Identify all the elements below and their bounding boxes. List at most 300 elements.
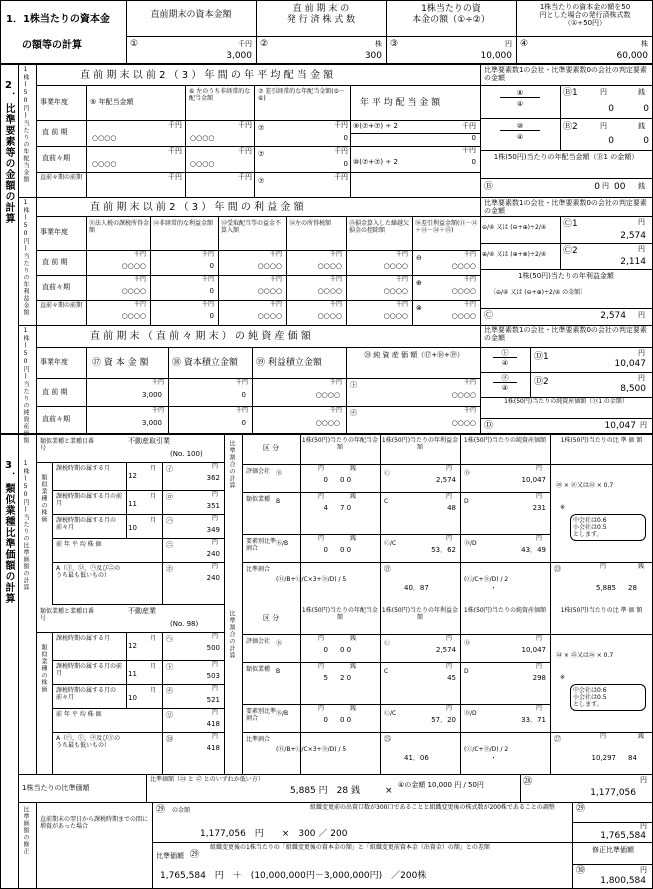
profit-value-r0-c2: ○○○○ (257, 262, 282, 270)
b0-row-similar-v1: 4 (323, 504, 328, 512)
b0-col-head-0: 区 分 (262, 444, 280, 452)
b0-price-month-1: 11 (128, 500, 137, 508)
profit-c2-formula: ⊕/④ 又は (⊕+⊗)÷2/④ (482, 251, 547, 258)
b0-row-elem_ratio-label: 要素別比準割合 (246, 538, 277, 552)
net-d2-mark: Ⓓ2 (534, 377, 549, 387)
b1-row-elem_ratio-v3: 33．71 (521, 716, 546, 724)
profit-unit-r0-c0: 千円 (133, 251, 146, 258)
adjustment1-formula: 1,177,056 円 × 300 ／ 200 (200, 829, 348, 839)
profit-unit-r1-c2: 千円 (269, 276, 282, 283)
adjustment1-mark: ㉙ (156, 805, 166, 815)
dividend-unit-6: 千円 (238, 147, 252, 155)
profit-c1-formula: ⊖/④ 又は (⊖+⊕)÷2/④ (482, 224, 547, 231)
b0-col-head-2: 1株(50円)当たりの年利益金額 (381, 437, 459, 451)
b0-row-elem_ratio-yen3: 円 (536, 535, 543, 542)
profit-row3-label: 直前々期の前期 (40, 302, 83, 309)
b0-vl-ratio-3 (460, 434, 461, 604)
b0-price-yen: 円 (600, 563, 607, 570)
dividend-b-final-value: 0 (594, 182, 600, 192)
dividend-avg-value-1: 0 (471, 134, 476, 142)
b0-price-side: 類似業種の株価 (40, 474, 47, 523)
dividend-row2-a: ○○○○ (92, 160, 117, 168)
net-assets-note: 比準要素数1の会社・比準要素数0の会社の判定要素の金額 (484, 326, 647, 342)
b1-row-similar-m2: C (384, 668, 389, 675)
net-unit-r1-c0: 千円 (151, 407, 164, 414)
net-value-r1-c0: 3,000 (141, 419, 162, 427)
s1-shares50-value: 60,000 (616, 51, 648, 61)
adjustment2-mark: ㉙ (190, 850, 200, 860)
s1-mark-4: ④ (520, 39, 529, 49)
net-unit-r1-c1: 千円 (235, 407, 248, 414)
profit-unit-r1-c1: 千円 (201, 276, 214, 283)
b0-row-eval_company-yen: 円 (318, 465, 325, 472)
b1-row-eval_company-yen3: 円 (536, 635, 543, 642)
b1-row-elem_ratio-label: 要素別比準割合 (246, 708, 277, 722)
dividend-row2-b: ○○○○ (190, 160, 215, 168)
b1-vl-mark (162, 632, 163, 774)
b0-ratio-formula: (Ⓑ/B+Ⓒ/C×3+Ⓓ/D) / 5 (276, 576, 347, 583)
adjustment2-result: 1,800,584 (600, 876, 646, 886)
net-value20-r1: ○○○○ (451, 419, 476, 427)
b0-price-value-4: 240 (206, 574, 220, 582)
dividend-b-final-sen: 00 (614, 182, 626, 192)
dividend-row3-label: 直前々期の前期 (40, 174, 83, 181)
b0-vl-month (126, 462, 127, 538)
b1-price-mark-2: ㋠ (166, 687, 173, 695)
s1-unit-3: 円 (505, 40, 512, 48)
b0-hl-price-4 (52, 604, 224, 605)
b0-price-month-unit-1: 月 (150, 493, 157, 500)
profit-value-r2-c2: ○○○○ (257, 312, 282, 320)
profit-value-r1-c2: ○○○○ (257, 287, 282, 295)
b0-row-eval_company-yen3: 円 (536, 465, 543, 472)
profit-col15: ⑮損金算入した繰越欠損金の控除額 (349, 220, 410, 234)
b1-ratio-label: 比準割合 (246, 736, 271, 743)
b1-result-star: ※ (560, 674, 566, 681)
dividend-title: 直 前 期 末 以 前 2 （ 3 ） 年 間 の 年 平 均 配 当 金 額 (80, 70, 334, 81)
b0-vl-ratio-2 (380, 434, 381, 604)
b0-price-unit-3: 円 (212, 539, 219, 546)
b0-col-head-3: 1株(50円)当たりの純資産価額 (463, 437, 547, 444)
b1-price-label-1: 課税時期の属する月の前月 (56, 663, 123, 677)
b1-price-month-unit-1: 月 (150, 663, 157, 670)
adjustment2-label: 比準価額 (156, 852, 184, 860)
b0-price-sen-unit: 銭 (638, 563, 645, 570)
s1-mark-2: ② (260, 39, 269, 49)
profit-unit-r1-c0: 千円 (133, 276, 146, 283)
profit-col11: ⑪法人税の課税所得金額 (89, 220, 150, 234)
profit-unit-r2-c0: 千円 (133, 301, 146, 308)
b0-result-star: ※ (560, 504, 566, 511)
b1-vl-ratio-3 (460, 604, 461, 774)
section1-title-line2: の額等の計算 (22, 40, 82, 51)
b1-row-elem_ratio-v2: 57．20 (431, 716, 456, 724)
b1-row-elem_ratio-m2: Ⓒ/C (384, 710, 397, 717)
b0-price-unit-1: 円 (212, 491, 219, 498)
b1-price-value-2: 521 (206, 696, 220, 704)
profit-net-unit-r0: 千円 (463, 251, 476, 258)
profit-per-share-formula: 〔⊖/④ 又は (⊖+⊕)÷2/④ の金額〕 (490, 289, 587, 296)
b0-hl-r2 (242, 534, 550, 535)
dividend-unit-3: 千円 (334, 121, 348, 129)
s1-per-share-value: 10,000 (480, 51, 512, 61)
b0-price-label-3: 前 年 平 均 株 価 (56, 541, 102, 548)
net-assets-col19: ⑲ 利益積立金額 (256, 358, 322, 368)
b0-row-similar-yen3: 円 (536, 493, 543, 500)
b1-price-value-1: 503 (206, 672, 220, 680)
net-mark-r0: ㋣ (350, 381, 357, 389)
b1-row-eval_company-v3: 10,047 (521, 646, 546, 654)
net-d-final-unit: 円 (640, 421, 647, 429)
net-unit20-r1: 千円 (463, 407, 476, 414)
b0-hl-price-1 (52, 514, 224, 515)
s1-header-shares-50: 1株当たりの資本金の額を50 円とした場合の発行済株式数 （①÷50円） (539, 3, 631, 27)
b0-price-mark-4: ㋭ (166, 565, 173, 573)
profit-title: 直 前 期 末 以 前 2 （ 3 ） 年 間 の 利 益 金 額 (90, 202, 304, 213)
b0-row-similar-m1: B (276, 498, 281, 505)
b1-price-unit-2: 円 (212, 685, 219, 692)
b1-row-similar-yen: 円 (318, 663, 325, 670)
dividend-col-year: 事業年度 (40, 98, 68, 106)
dividend-col6: ⑥ 左のうち非経常的な配当金額 (189, 88, 251, 102)
b0-row-elem_ratio-v1: 0 (323, 546, 328, 554)
b1-price-label-4: A（㋬、㋣、㋠及び㋷のうち最も低いもの） (56, 735, 121, 749)
b0-price-unit-4: 円 (212, 563, 219, 570)
net-assets-side-label: 1株(50円)当たりの純資産価額 (22, 327, 29, 444)
b0-row-eval_company-m3: Ⓓ (464, 470, 471, 477)
profit-value-r0-c4: ○○○○ (383, 262, 408, 270)
b1-ratio-v2: ・ (490, 754, 497, 762)
s1-header-capital: 直前期末の資本金額 (150, 10, 232, 20)
profit-c1-unit: 円 (638, 218, 645, 226)
profit-value-r2-c0: ○○○○ (121, 312, 146, 320)
dividend-frac1-bottom: ④ (516, 100, 524, 108)
b1-price-month-unit-0: 月 (150, 635, 157, 642)
b1-price-sen-unit: 銭 (638, 733, 645, 740)
b1-row-similar-yen3: 円 (536, 663, 543, 670)
b1-price-label-2: 課税時期の属する月の前々月 (56, 687, 117, 701)
b0-hl-r3 (242, 562, 653, 563)
b1-row-similar-s1: 2 0 (340, 674, 352, 682)
per-share-label: 1株当たりの比準価額 (22, 784, 90, 792)
dividend-row2-c: 0 (343, 160, 348, 168)
b1-hl-price-0 (52, 660, 224, 661)
dividend-frac2-bottom: ④ (516, 133, 524, 141)
b0-price-value-0: 362 (206, 474, 220, 482)
b1-industry-no: (No. 98) (170, 620, 199, 628)
b1-row-eval_company-v2: 2,574 (435, 646, 456, 654)
net-d2-unit: 円 (638, 374, 645, 382)
b1-vl-side (52, 632, 53, 774)
b1-row-similar-v1: 5 (323, 674, 328, 682)
s1-capital-value: 3,000 (226, 51, 252, 61)
profit-net-value-r0: ○○○○ (451, 262, 476, 270)
b0-ratio-v2: ・ (490, 584, 497, 592)
b0-row-similar-s1: 7 0 (340, 504, 352, 512)
s1-mark-3: ③ (390, 39, 399, 49)
net-assets-row2-label: 直前々期 (42, 415, 70, 423)
profit-c1-value: 2,574 (620, 231, 646, 241)
dividend-col5: ⑤ 年配当金額 (90, 98, 134, 106)
b0-result-formula: ⑳ × ㉑又は㉒ × 0.7 (556, 482, 614, 489)
b1-row-elem_ratio-yen2: 円 (446, 705, 453, 712)
adjustment2-unit: 円 (640, 866, 647, 874)
dividend-per-share-title: 1株(50円)当たりの年配当金額（Ⓑ1 の金額） (493, 153, 639, 161)
dividend-unit-5: 千円 (168, 147, 182, 155)
profit-unit-r0-c4: 千円 (395, 251, 408, 258)
adjustment2-head: 修正比準価額 (592, 846, 634, 854)
profit-c1-mark: Ⓒ1 (563, 219, 578, 229)
adjustment2-formula: 1,765,584 円 ＋ (10,000,000円－3,000,000円) ／200株 (160, 871, 427, 881)
b1-price-sen: 84 (628, 754, 637, 762)
s1-shares-value: 300 (364, 51, 382, 61)
b1-hl-price-1 (52, 684, 224, 685)
profit-value-r2-c4: ○○○○ (383, 312, 408, 320)
net-d1-unit: 円 (638, 349, 645, 357)
b1-industry-label: 類似業種と業種目番号 (40, 608, 95, 622)
net-d2-frac-bottom: ④ (501, 384, 509, 392)
b0-hl-r1 (242, 492, 550, 493)
b0-price-month-0: 12 (128, 472, 137, 480)
dividend-frac1-top: ⑧ (500, 89, 540, 98)
profit-net-mark-r1: ⊕ (416, 279, 422, 287)
b1-result-formula: ㉔ × ㉕又は㉖ × 0.7 (556, 652, 614, 659)
adjustment2-result-mark: ㉚ (576, 866, 586, 876)
b1-row-similar-m1: B (276, 668, 281, 675)
dividend-row2-mark: ⑦ (258, 150, 265, 158)
profit-col14: ⑭左の所得税額 (289, 220, 332, 227)
b1-price-side: 類似業種の株価 (40, 644, 47, 693)
net-value-r0-c1: 0 (241, 391, 246, 399)
b0-price-value-3: 240 (206, 550, 220, 558)
b1-price-value-3: 418 (206, 720, 220, 728)
net-value20-r0: ○○○○ (451, 391, 476, 399)
b1-row-elem_ratio-sen-unit: 銭 (350, 705, 357, 712)
b1-row-elem_ratio-yen3: 円 (536, 705, 543, 712)
b0-price-value-2: 349 (206, 526, 220, 534)
profit-c-final-value: 2,574 (600, 311, 626, 321)
b1-row-elem_ratio-yen: 円 (318, 705, 325, 712)
profit-unit-r2-c2: 千円 (269, 301, 282, 308)
b1-vl-month (126, 632, 127, 708)
s1-unit-1: 千円 (238, 40, 252, 48)
adjustment1-note: 組織変更前の出資口数が300口であることと組織変更後の株式数が200株であることの調整 (310, 804, 555, 811)
dividend-row2-label: 直前々期 (42, 154, 70, 162)
s1-header-per-share: 1株当たりの資 本金の額（①÷②） (412, 4, 490, 25)
dividend-b2-value: 0 (608, 136, 614, 146)
dividend-side-label: 1株(50円)当たりの年配当金額 (22, 66, 29, 183)
b0-row-eval_company-s1: 0 0 (340, 476, 352, 484)
profit-net-value-r2: ○○○○ (451, 312, 476, 320)
net-unit-r0-c2: 千円 (329, 379, 342, 386)
b1-price-unit-3: 円 (212, 709, 219, 716)
dividend-b1-value: 0 (608, 104, 614, 114)
dividend-unit-1: 千円 (168, 121, 182, 129)
dividend-unit-10: 千円 (238, 173, 252, 181)
dividend-row1-label: 直 前 期 (42, 128, 68, 136)
profit-unit-r1-c3: 千円 (329, 276, 342, 283)
profit-value-r2-c3: ○○○○ (317, 312, 342, 320)
b0-row-similar-v2: 48 (447, 504, 456, 512)
dividend-note: 比準要素数1の会社・比準要素数0の会社の判定要素の金額 (484, 66, 647, 82)
net-value-r1-c2: ○○○○ (315, 419, 340, 427)
b0-row-similar-yen: 円 (318, 493, 325, 500)
b1-result-note: 中会社は0.6 小会社は0.5 とします。 (570, 684, 646, 711)
b1-price-mark-3: ㋷ (166, 711, 173, 719)
b0-price-mark-3: ㋥ (166, 541, 173, 549)
b0-hl-price-0 (52, 490, 224, 491)
dividend-b2-unit: 円 (600, 122, 607, 130)
b0-vl-ratio-4 (550, 434, 551, 604)
b1-row-similar-yen2: 円 (446, 663, 453, 670)
b0-price-month-2: 10 (128, 524, 137, 532)
net-d-final-mark: Ⓓ (484, 421, 494, 431)
net-value-r0-c2: ○○○○ (315, 391, 340, 399)
net-unit-r0-c0: 千円 (151, 379, 164, 386)
profit-value-r0-c3: ○○○○ (317, 262, 342, 270)
adjustment1-result-mark: ㉙ (576, 804, 586, 814)
b1-price-unit-4: 円 (212, 733, 219, 740)
b0-result-note: 中会社は0.6 小会社は0.5 とします。 (570, 514, 646, 541)
adjustment2-note: 組織変更後の1株当たりの「組織変更後の資本金の額」と「組織変更前資本金（出資金）の額」との差額 (210, 844, 490, 851)
adjustment1-unit: 円 (640, 822, 647, 830)
profit-value-r2-c1: 0 (209, 312, 214, 320)
b0-ratio-label: 比準割合 (246, 566, 271, 573)
adjustment1-label: の金額 (172, 807, 191, 814)
per-share-ratio: ④の金額 10,000 円 / 50円 (398, 781, 484, 789)
profit-value-r1-c3: ○○○○ (317, 287, 342, 295)
dividend-row1-a: ○○○○ (92, 134, 117, 142)
b0-price-value: 5,885 (595, 584, 616, 592)
b1-price-value: 10,297 (591, 754, 616, 762)
b1-hl-price-3 (52, 732, 224, 733)
profit-c2-value: 2,114 (620, 257, 646, 267)
b0-vl-mark (162, 462, 163, 604)
b1-row-similar-label: 類似業種 (246, 666, 271, 673)
b0-row-similar-label: 類似業種 (246, 496, 271, 503)
b1-hl-r2 (242, 704, 550, 705)
net-unit-r1-c2: 千円 (329, 407, 342, 414)
profit-col13: ⑬受取配当等の益金不算入額 (221, 220, 282, 234)
b0-col-head-1: 1株(50円)当たりの年配当金額 (301, 437, 379, 451)
net-d1-frac-top: ㋣ (493, 349, 517, 358)
net-value-r1-c1: 0 (241, 419, 246, 427)
b0-row-elem_ratio-yen2: 円 (446, 535, 453, 542)
b1-vl-ratio-2 (380, 604, 381, 774)
profit-value-r1-c1: 0 (209, 287, 214, 295)
adjustment-side-label: 比準価額の修正 (22, 806, 29, 855)
dividend-unit-8: 千円 (462, 146, 476, 154)
per-share-unit: 円 (640, 776, 647, 784)
profit-value-r1-c0: ○○○○ (121, 287, 146, 295)
b1-price-mark-1: ㋣ (166, 663, 173, 671)
dividend-avg-formula-1: ⑨(⑦+⑦) ÷ 2 (353, 122, 398, 130)
b1-price-month-unit-2: 月 (150, 687, 157, 694)
per-share-formula: 比準価額（㉓ と ㉗ とのいずれか低い方） (150, 776, 264, 783)
profit-unit-r0-c1: 千円 (201, 251, 214, 258)
profit-unit-r0-c3: 千円 (329, 251, 342, 258)
b0-ratio-mark1: ㉑ (384, 565, 391, 573)
net-per-share-title: 1株(50円)当たりの純資産価額（Ⓓ1 の金額） (504, 398, 628, 405)
b1-row-eval_company-m2: Ⓒ (384, 640, 391, 647)
section3-side-sub: 1株(50円)当たりの比準価額の計算 (22, 460, 29, 591)
b1-price-mark-0: ㋬ (166, 635, 173, 643)
profit-c2-unit: 円 (638, 245, 645, 253)
profit-side-label: 1株(50円)当たりの年利益金額 (22, 199, 29, 316)
dividend-avg-value-2: 0 (471, 158, 476, 166)
b1-row-elem_ratio-m3: Ⓓ/D (464, 710, 477, 717)
net-d1-mark: Ⓓ1 (534, 352, 549, 362)
dividend-unit-7: 千円 (334, 147, 348, 155)
b0-ratio-v1: 40．87 (404, 584, 429, 592)
b1-col-head-3: 1株(50円)当たりの純資産価額 (463, 607, 547, 614)
profit-unit-r2-c1: 千円 (201, 301, 214, 308)
b1-row-similar-sen-unit: 銭 (350, 663, 357, 670)
b1-vl-kubun (242, 604, 243, 774)
b0-price-unit-2: 円 (212, 515, 219, 522)
b1-ratio-mark1: ㉕ (384, 735, 391, 743)
b1-row-eval_company-s1: 0 0 (340, 646, 352, 654)
b1-hl-price-2 (52, 708, 224, 709)
per-share-values: 5,885 円 28 銭 (290, 786, 360, 796)
profit-c2-mark: Ⓒ2 (563, 246, 578, 256)
s1-unit-2: 株 (375, 40, 382, 48)
b1-price-mark: ㉗ (554, 735, 561, 743)
net-d2-frac-top: ㋠ (493, 374, 517, 383)
b0-row-similar-yen2: 円 (446, 493, 453, 500)
adjustment1-result: 1,765,584 (600, 831, 646, 841)
per-share-result: 1,177,056 (590, 788, 636, 798)
b0-price-month-unit-0: 月 (150, 465, 157, 472)
b1-ratio-v1: 41．06 (404, 754, 429, 762)
net-d2-value: 8,500 (620, 384, 646, 394)
net-assets-title: 直 前 期 末 （ 直 前 々 期 末 ） の 純 資 産 価 額 (90, 331, 311, 342)
b1-price-value-4: 418 (206, 744, 220, 752)
b1-hl-r3 (242, 732, 653, 733)
net-value-r0-c0: 3,000 (141, 391, 162, 399)
profit-value-r0-c0: ○○○○ (121, 262, 146, 270)
dividend-avg-formula-2: ⑩(⑦+⑦) ÷ 2 (353, 158, 398, 166)
b0-row-elem_ratio-m1: Ⓑ/B (276, 540, 289, 547)
net-assets-row1-label: 直 前 期 (42, 388, 68, 396)
net-assets-col18: ⑱ 資本積立金額 (172, 358, 238, 368)
b0-hl-price-2 (52, 538, 224, 539)
b0-row-eval_company-label: 評価会社 (246, 468, 271, 475)
profit-unit-r0-c2: 千円 (269, 251, 282, 258)
net-assets-col20: ⑳ 純 資 産 価 額（⑰+⑱+⑲） (364, 351, 464, 359)
b0-price-label-1: 課税時期の属する月の前月 (56, 493, 123, 507)
profit-col-year: 事業年度 (40, 228, 68, 236)
b0-vl-kubun (242, 434, 243, 604)
b1-hl-r1 (242, 662, 550, 663)
profit-unit-r2-c4: 千円 (395, 301, 408, 308)
net-unit20-r0: 千円 (463, 379, 476, 386)
section1-title-line1: 1．1株当たりの資本金 (6, 14, 110, 25)
dividend-b-final-sub: 銭 (638, 182, 645, 190)
b0-price-mark-1: ㋺ (166, 493, 173, 501)
b1-price-unit-0: 円 (212, 633, 219, 640)
profit-row1-label: 直 前 期 (42, 258, 68, 266)
b1-col-head-2: 1株(50円)当たりの年利益金額 (381, 607, 459, 621)
dividend-b1-sen: 0 (643, 104, 649, 114)
b0-row-eval_company-v2: 2,574 (435, 476, 456, 484)
b0-row-elem_ratio-m3: Ⓓ/D (464, 540, 477, 547)
b0-row-similar-m3: D (464, 498, 469, 505)
profit-unit-r1-c4: 千円 (395, 276, 408, 283)
b0-price-mark: ㉓ (554, 565, 561, 573)
section3-side-label: 3．類似業種比準価額の計算 (3, 460, 14, 604)
net-d1-frac-bottom: ④ (501, 359, 509, 367)
